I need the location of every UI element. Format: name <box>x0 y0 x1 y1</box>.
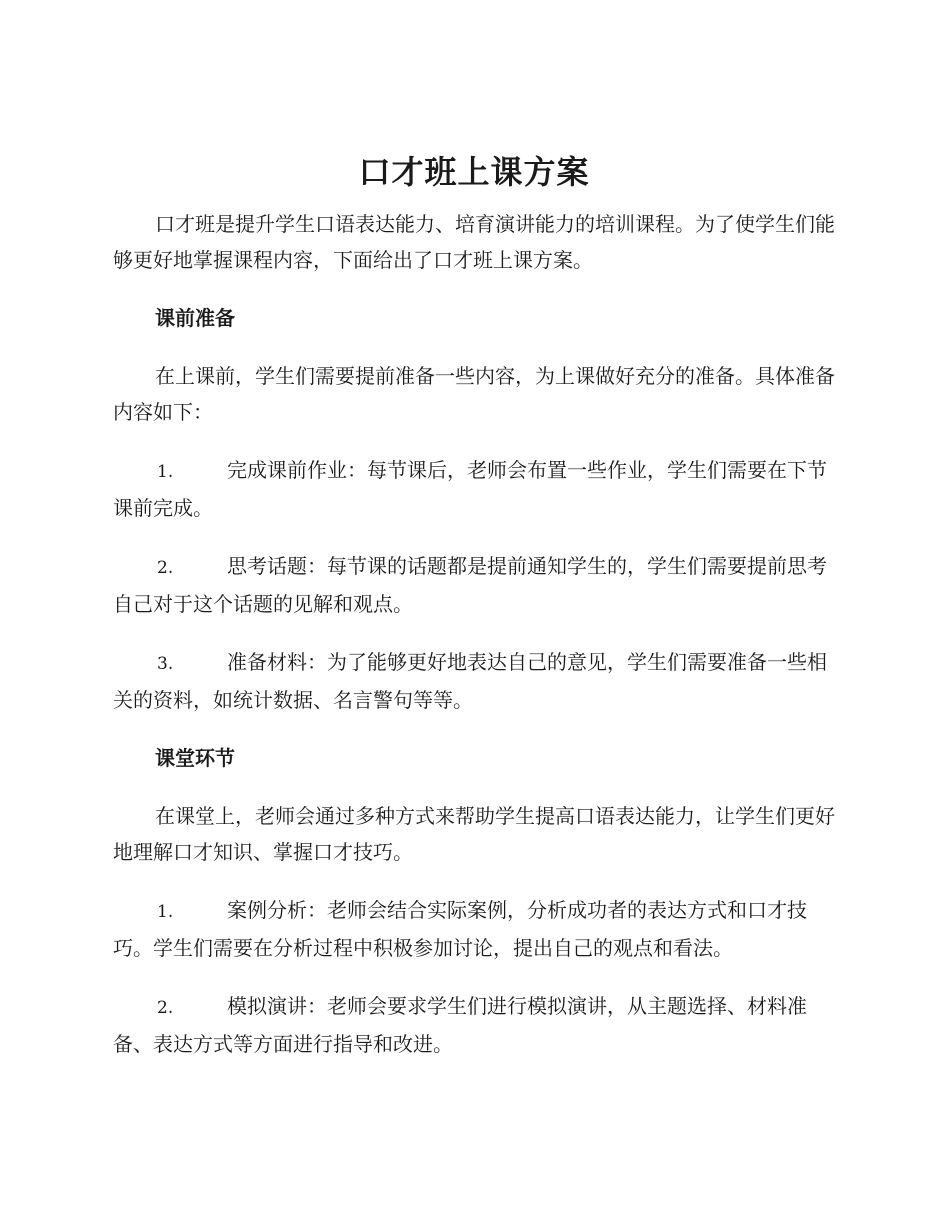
list-item-text: 案例分析：老师会结合实际案例，分析成功者的表达方式和口才技巧。学生们需要在分析过程中积极参加讨论，提出自己的观点和看法。 <box>113 898 807 960</box>
list-item-number: 3. <box>157 654 174 674</box>
section-heading-prep: 课前准备 <box>155 306 235 330</box>
list-item <box>113 452 835 526</box>
intro-paragraph: 口才班是提升学生口语表达能力、培育演讲能力的培训课程。为了使学生们能够更好地掌握课程内容，下面给出了口才班上课方案。 <box>113 212 835 272</box>
document-body <box>113 150 835 1084</box>
list-item-number: 1. <box>157 902 174 922</box>
section-paragraph-class: 在课堂上，老师会通过多种方式来帮助学生提高口语表达能力，让学生们更好地理解口才知识、掌握口才技巧。 <box>113 804 835 864</box>
list-item-text: 准备材料：为了能够更好地表达自己的意见，学生们需要准备一些相关的资料，如统计数据、名言警句等等。 <box>113 650 827 712</box>
section-heading-class: 课堂环节 <box>155 746 235 770</box>
page-title: 口才班上课方案 <box>358 153 590 191</box>
section-paragraph-prep: 在上课前，学生们需要提前准备一些内容，为上课做好充分的准备。具体准备内容如下： <box>113 364 835 424</box>
list-item-number: 2. <box>157 998 174 1018</box>
list-item <box>113 644 835 718</box>
list-item-number: 2. <box>157 558 174 578</box>
list-item <box>113 988 835 1062</box>
list-item-number: 1. <box>157 462 174 482</box>
list-item <box>113 892 835 966</box>
list-item-text: 思考话题：每节课的话题都是提前通知学生的，学生们需要提前思考自己对于这个话题的见解和观点。 <box>113 554 827 616</box>
list-item-text: 模拟演讲：老师会要求学生们进行模拟演讲，从主题选择、材料准备、表达方式等方面进行指导和改进。 <box>113 994 807 1056</box>
list-item-text: 完成课前作业：每节课后，老师会布置一些作业，学生们需要在下节课前完成。 <box>113 458 827 520</box>
list-item <box>113 548 835 622</box>
